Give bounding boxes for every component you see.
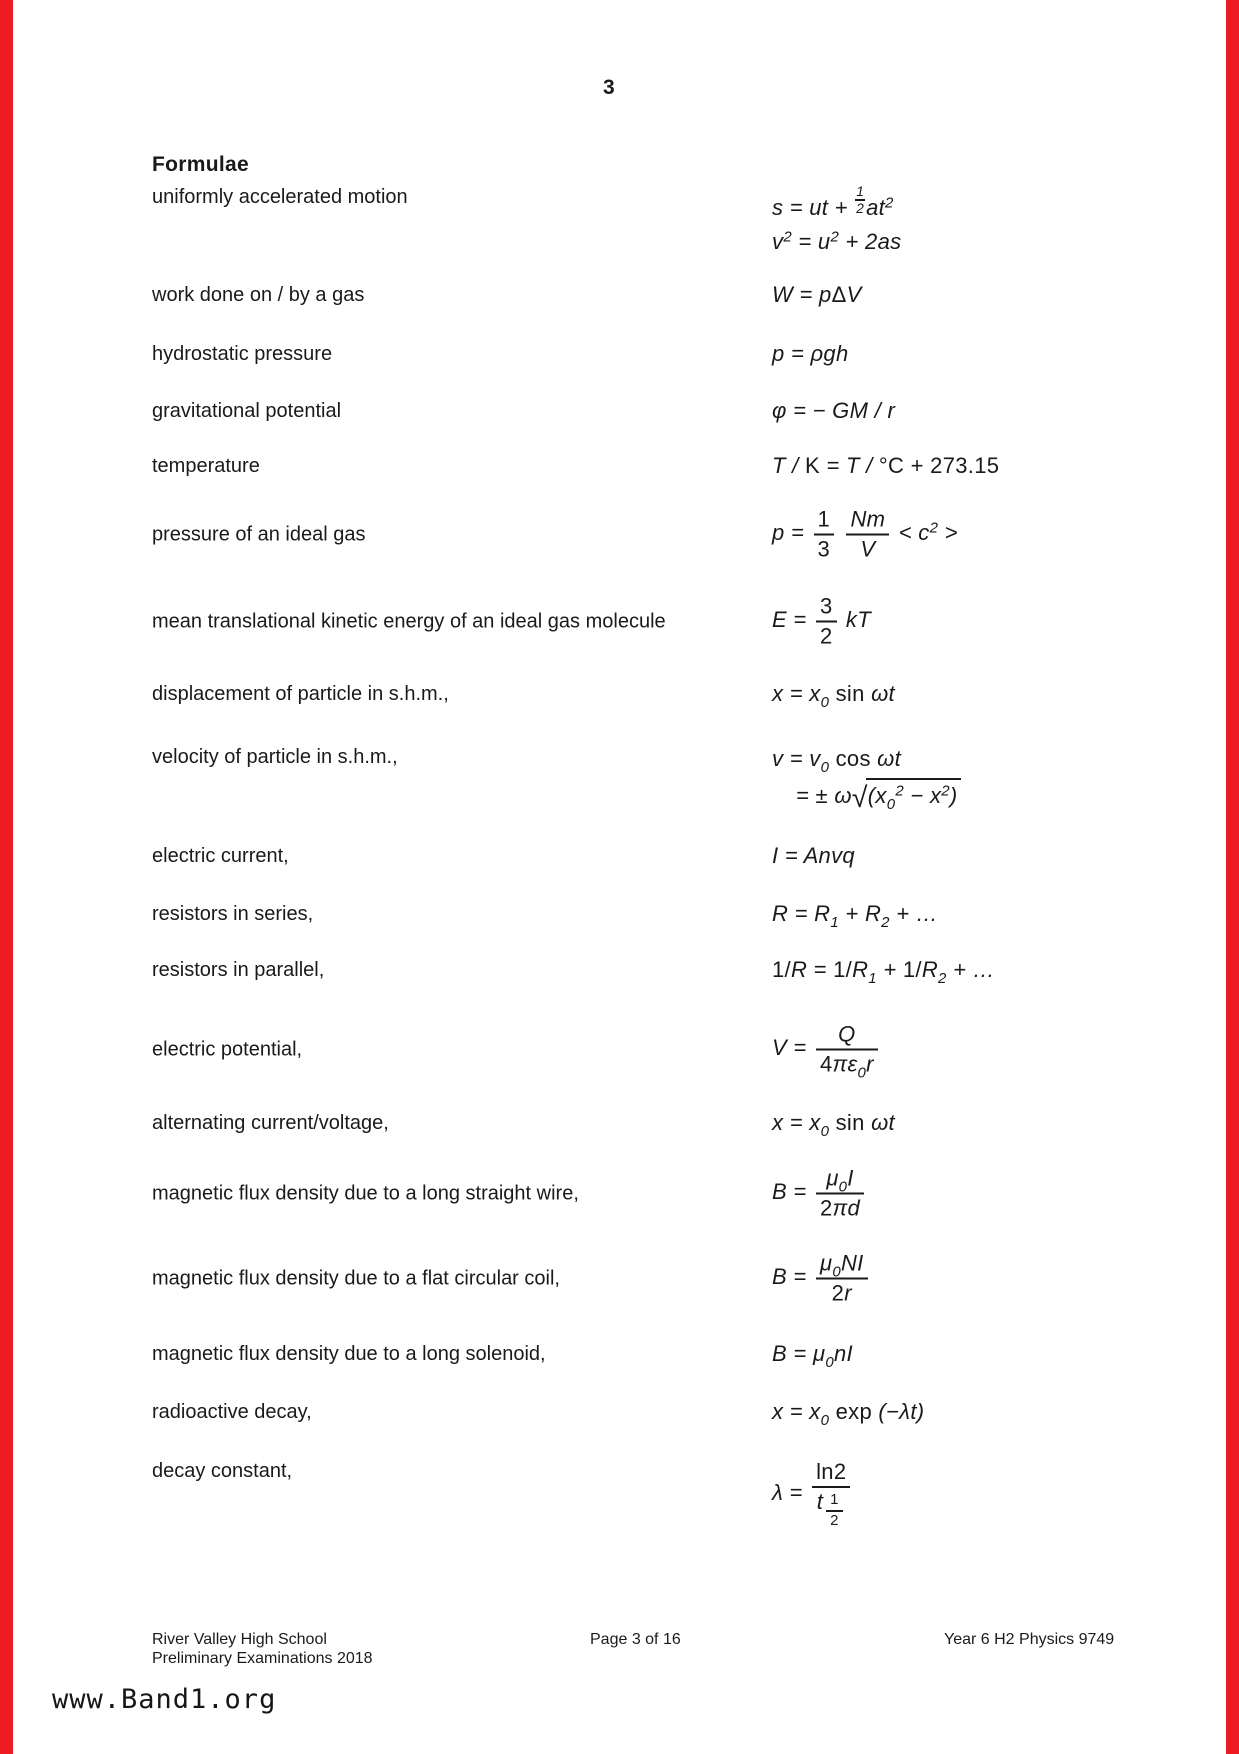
- formula-line: B = $\frac{\mu_0NI}{2r}$: [772, 1250, 871, 1307]
- formula-expression: [772, 1021, 881, 1081]
- formula-expression: [772, 1397, 925, 1430]
- footer-page-label: Page 3 of 16: [590, 1631, 681, 1648]
- formula-line: $x = x_0$ exp (−λt): [772, 1399, 925, 1430]
- formula-line: $1/R = 1/R_1 + 1/R_2$ + …: [772, 957, 995, 988]
- formula-expression: [772, 396, 895, 426]
- footer-course-code: Year 6 H2 Physics 9749: [944, 1631, 1115, 1648]
- formula-label: pressure of an ideal gas: [152, 523, 366, 545]
- formula-line: = ± $\omega√(x_0^2 - x^2)$: [772, 778, 961, 813]
- formula-row: [0, 1458, 1239, 1530]
- formula-label: displacement of particle in s.h.m.,: [152, 683, 449, 705]
- formula-expression: [772, 280, 862, 310]
- formula-label: mean translational kinetic energy of an ideal gas molecule: [152, 610, 666, 632]
- formula-row: [0, 184, 1239, 256]
- formula-row: [0, 1108, 1239, 1141]
- formula-row: [0, 1397, 1239, 1430]
- formula-expression: [772, 1458, 853, 1530]
- formula-row: [0, 1021, 1239, 1081]
- formula-line: $x = x_0$ sin ωt: [772, 1110, 895, 1141]
- formula-expression: [772, 899, 939, 932]
- formula-line: W = pΔV: [772, 282, 862, 308]
- formula-expression: [772, 451, 999, 481]
- formula-line: $R = R_1 + R_2$ + …: [772, 901, 939, 932]
- formula-row: [0, 339, 1239, 369]
- formula-row: [0, 1339, 1239, 1372]
- formula-label: gravitational potential: [152, 400, 342, 422]
- formula-line: φ = − GM / r: [772, 398, 896, 424]
- formula-label: resistors in series,: [152, 903, 314, 925]
- watermark-site-url: www.Band1.org: [52, 1684, 277, 1715]
- formula-expression: [772, 679, 895, 712]
- formula-label: radioactive decay,: [152, 1401, 312, 1423]
- formula-line: $v^2 = u^2 + 2as$: [772, 228, 902, 254]
- formula-label: magnetic flux density due to a long solenoid,: [152, 1343, 546, 1365]
- formula-expression: [772, 955, 995, 988]
- formula-row: [0, 841, 1239, 871]
- footer-school-block: [152, 1630, 373, 1668]
- formula-label: magnetic flux density due to a flat circular coil,: [152, 1267, 560, 1289]
- formula-label: temperature: [152, 455, 260, 477]
- formula-label: decay constant,: [152, 1460, 293, 1482]
- formula-line: p = ρgh: [772, 341, 849, 367]
- formula-label: velocity of particle in s.h.m.,: [152, 746, 398, 768]
- page-number: 3: [603, 76, 615, 99]
- formula-line: $x = x_0$ sin ωt: [772, 681, 895, 712]
- formula-row: [0, 955, 1239, 988]
- formula-line: V = $\frac{Q}{4\pi\varepsilon_0r}$: [772, 1021, 881, 1078]
- formula-row: [0, 679, 1239, 712]
- formula-expression: [772, 1339, 853, 1372]
- formula-line: s = ut + $\frac{1}{2}$ $at^2$: [772, 184, 894, 221]
- formula-expression: [772, 1165, 867, 1222]
- formula-expression: [772, 339, 848, 369]
- formula-row: [0, 506, 1239, 563]
- formula-row: [0, 451, 1239, 481]
- formula-line: E = $\frac{3}{2}$ kT: [772, 593, 871, 648]
- formula-line: I = Anvq: [772, 843, 855, 869]
- formula-row: [0, 396, 1239, 426]
- formula-label: electric potential,: [152, 1038, 303, 1060]
- formula-line: $B = \mu_0nI$: [772, 1341, 853, 1372]
- footer-school-name: River Valley High School: [152, 1631, 327, 1648]
- formula-row: [0, 593, 1239, 650]
- formula-row: [0, 744, 1239, 813]
- formula-label: work done on / by a gas: [152, 284, 365, 306]
- formula-row: [0, 1250, 1239, 1307]
- formula-line: B = $\frac{\mu_0I}{2\pi d}$: [772, 1165, 867, 1222]
- formulae-heading: Formulae: [152, 153, 249, 176]
- footer-exam-name: Preliminary Examinations 2018: [152, 1650, 373, 1667]
- formula-row: [0, 1165, 1239, 1222]
- formula-label: alternating current/voltage,: [152, 1112, 389, 1134]
- formula-expression: [772, 1108, 895, 1141]
- formula-row: [0, 280, 1239, 310]
- formula-expression: [772, 1250, 871, 1307]
- formula-label: magnetic flux density due to a long straight wire,: [152, 1182, 579, 1204]
- formula-label: resistors in parallel,: [152, 959, 325, 981]
- formula-line: p = $\frac{1}{3}$ $\frac{Nm}{V}$ < $c^2$ >: [772, 506, 958, 561]
- formula-expression: [772, 506, 958, 563]
- formula-label: uniformly accelerated motion: [152, 186, 408, 208]
- formula-line: λ = ln2 t $_{\frac{1}{2}}$: [772, 1458, 853, 1530]
- formula-label: hydrostatic pressure: [152, 343, 333, 365]
- formula-expression: [772, 184, 901, 256]
- formula-line: $v = v_0$ cos ωt: [772, 746, 902, 776]
- formula-row: [0, 899, 1239, 932]
- formula-label: electric current,: [152, 845, 289, 867]
- formula-expression: [772, 841, 855, 871]
- formula-line: T / K = T / °C + 273.15: [772, 453, 1000, 479]
- formula-expression: [772, 593, 871, 650]
- formula-expression: [772, 744, 961, 813]
